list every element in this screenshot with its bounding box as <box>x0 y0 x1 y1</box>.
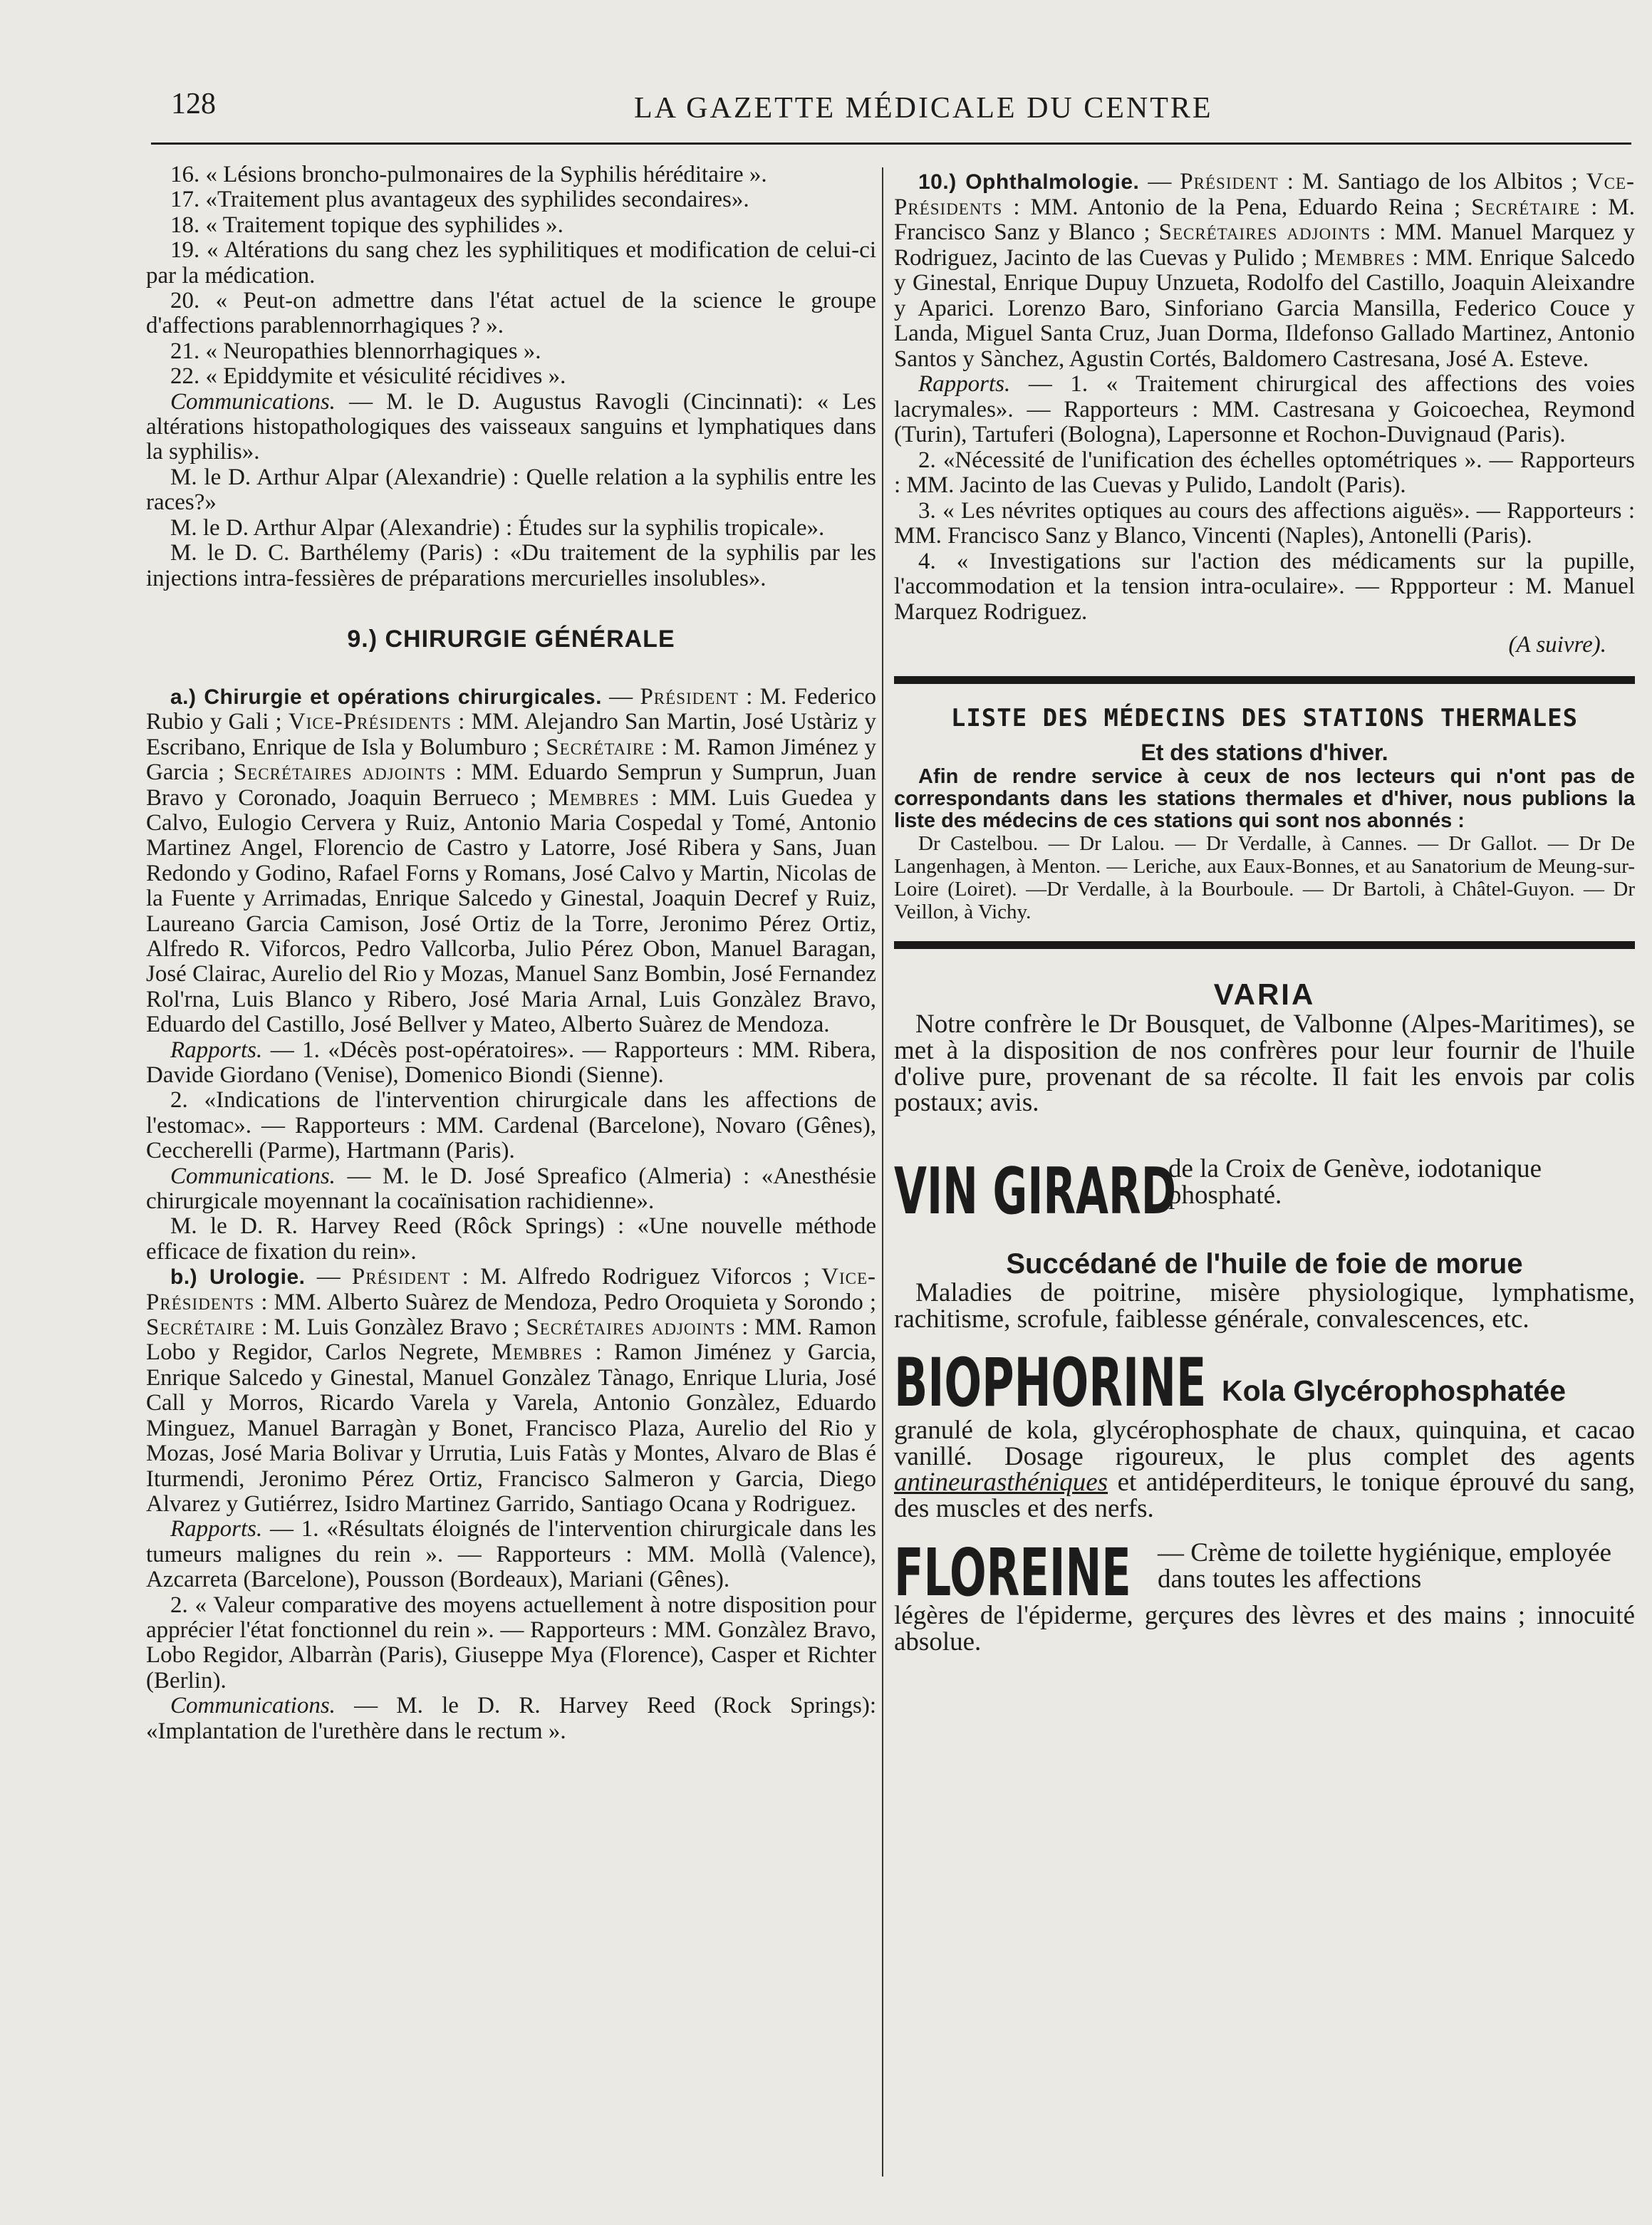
communication-paragraph <box>146 1694 876 1744</box>
communication-paragraph <box>146 390 876 465</box>
rapports-paragraph: 2. « Valeur comparative des moyens actuellement à notre disposition pour apprécier l'état fonctionnel du rein ». — Rapporteurs : MM. Gonzàlez Bravo, Lobo Regidor, Albarràn (Paris), Giuseppe Mya (Florence), Casper et Richter (Berlin). <box>146 1592 876 1694</box>
rapports-paragraph <box>894 372 1635 448</box>
vice-presidents-label: Vice-Présidents <box>146 1264 876 1315</box>
text-fragment: : MM. Luis Guedea y Calvo, Eulogio Cervera y Ruiz, Antonio Maria Cospedal y Tomé, Antonio Martinez Angel, Florencio de Castro y Latorre, José Ribera y Sans, Juan Redondo y Godino, Rafael Forns y Romans, José Calvo y Martin, Nicolas de la Fuente y Arrimadas, Enrique Salcedo y Ginestal, Joaquin Decref y Ruiz, Laureano Garcia Camison, José Ortiz de la Torre, Jeronimo Pérez Ortiz, Alfredo R. Viforcos, Pedro Vallcorba, Julio Pérez Obon, Manuel Baragan, José Clairac, Aurelio del Rio y Mozas, Manuel Sanz Bombin, José Fernandez Rol'rna, Luis Blanco y Ribero, José Maria Arnal, Luis Gonzàlez Bravo, Eduardo del Castillo, José Bellver y Mateo, Alberto Suàrez de Mendoza. <box>146 784 876 1038</box>
text-fragment: : MM. Alejandro San Martin, José Ustàriz y Escribano, Enrique de Isla y Bolumburo ; <box>146 709 876 760</box>
text-fragment: : MM. Enrique Salcedo y Ginestal, Enrique Dupuy Unzueta, Rodolfo del Castillo, Joaquin Aleixandre y Aparici. Lorenzo Baro, Sinforiano Garcia Mansilla, Federico Couce y Landa, Miguel Santa Cruz, Juan Dorma, Ildefonso Gallado Martinez, Antonio Santos y Sànchez, Agustin Cortés, Baldomero Castresana, José A. Esteve. <box>894 244 1636 372</box>
list-item: 19. « Altérations du sang chez les syphilitiques et modification de celui-ci par la médication. <box>146 237 876 289</box>
text-fragment: et antidéperditeurs, le tonique éprouvé du sang, des muscles et des nerfs. <box>894 1468 1635 1523</box>
text-fragment: : M. Ramon Jiménez y Garcia ; <box>146 734 876 786</box>
subsection-title: 10.) Ophthalmologie. <box>918 170 1140 194</box>
page-title: LA GAZETTE MÉDICALE DU CENTRE <box>634 92 1213 125</box>
biophorine-text <box>894 1418 1635 1522</box>
left-column <box>146 162 876 1744</box>
rapports-paragraph: 3. « Les névrites optiques au cours des affections aiguës». — Rapporteurs : MM. Francisco Sanz y Blanco, Vincenti (Naples), Antonelli (Paris). <box>894 497 1635 549</box>
text-fragment: : MM. Manuel Marquez y Rodriguez, Jacinto de las Cuevas y Pulido ; <box>894 219 1635 271</box>
rapports-label: Rapports. <box>170 1037 263 1063</box>
subsection-a-paragraph <box>146 685 876 1038</box>
members-label: Membres <box>548 784 640 811</box>
communications-label: Communications. <box>170 1163 336 1189</box>
assistant-secretaries-label: Secrétaires adjoints <box>233 759 447 786</box>
vin-girard-text: Maladies de poitrine, misère physiologique, lymphatisme, rachitisme, scrofule, faiblesse générale, convalescences, etc. <box>894 1278 1635 1334</box>
text-fragment: — M. le D. José Spreafico (Almeria) : «Anesthésie chirurgicale moyennant la cocaïnisation rachidienne». <box>146 1163 876 1215</box>
president-label: Président <box>351 1264 451 1290</box>
text-fragment: — <box>1139 169 1180 195</box>
text-fragment: — M. le D. R. Harvey Reed (Rock Springs): «Implantation de l'urethère dans le rectum ». <box>146 1693 876 1744</box>
text-fragment: — 1. « Traitement chirurgical des affections des voies lacrymales». — Rapporteurs : MM. Castresana y Goicoechea, Reymond (Turin), Tartuferi (Bologna), Lapersonne et Rochon-Duvignaud (Paris). <box>894 371 1635 447</box>
page-number: 128 <box>171 88 216 120</box>
text-fragment: : Ramon Jiménez y Garcia, Enrique Salcedo y Ginestal, Manuel Gonzàlez Tànago, Enrique Lluria, José Call y Morros, Ricardo Varela y Varela, Antonio Gonzàlez, Eduardo Minguez, Manuel Barragàn y Bonet, Francisco Plaza, Aurelio del Rio y Mozas, José Maria Bolivar y Urrutia, Luis Fatàs y Montes, Alvaro de Blas é Iturmendi, Jeronimo Pérez Ortiz, Francisco Salmeron y Garcia, Diego Alvarez y Gutiérrez, Isidro Martinez Garrido, Santiago Ocana y Rodriguez. <box>146 1339 876 1517</box>
vice-presidents-label: Vice-Présidents <box>288 709 452 735</box>
to-be-continued: (A suivre). <box>1508 632 1606 658</box>
communication-paragraph <box>146 1164 876 1215</box>
rapports-paragraph: 2. «Nécessité de l'unification des échelles optométriques ». — Rapporteurs : MM. Jacinto de las Cuevas y Pulido, Landolt (Paris). <box>894 447 1635 498</box>
secretary-label: Secrétaire <box>546 734 655 760</box>
floreine-brand: FLOREINE <box>894 1535 1131 1612</box>
text-fragment: : MM. Ramon Lobo y Regidor, Carlos Negrete, <box>146 1314 876 1366</box>
vin-girard-tagline: Succédané de l'huile de foie de morue <box>1006 1248 1523 1280</box>
members-label: Membres <box>491 1339 583 1366</box>
liste-title: LISTE DES MÉDECINS DES STATIONS THERMALES <box>950 704 1579 732</box>
list-item: 16. « Lésions broncho-pulmonaires de la Syphilis héréditaire ». <box>170 162 767 187</box>
section-rule <box>894 676 1635 684</box>
emphasis-text: antineurasthéniques <box>894 1468 1108 1498</box>
secretary-label: Secrétaire <box>1471 194 1581 220</box>
vin-girard-ad <box>894 1154 1635 1230</box>
varia-title: VARIA <box>1213 977 1316 1011</box>
communication-text: — M. le D. Augustus Ravogli (Cincinnati): « Les altérations histopathologiques des vaisseaux sanguins et lymphatiques dans la syphilis». <box>146 388 876 465</box>
list-item: 20. « Peut-on admettre dans l'état actuel de la science le groupe d'affections parablennorrhagiques ? ». <box>146 288 876 339</box>
rapports-paragraph <box>146 1038 876 1089</box>
vin-girard-brand: VIN GIRARD <box>894 1154 1177 1230</box>
header-rule <box>151 142 1631 145</box>
communications-label: Communications. <box>170 1693 336 1719</box>
text-fragment: : MM. Alberto Suàrez de Mendoza, Pedro Oroquieta y Sorondo ; <box>254 1289 876 1315</box>
biophorine-ad <box>894 1344 1635 1423</box>
vin-girard-description: de la Croix de Genève, iodotanique phosphaté. <box>1168 1154 1542 1210</box>
liste-subtitle: Et des stations d'hiver. <box>1141 740 1388 765</box>
rapports-paragraph: 4. « Investigations sur l'action des médicaments sur la pupille, l'accommodation et la tension intra-oculaire». — Rppporteur : M. Manuel Marquez Rodriguez. <box>894 548 1635 625</box>
text-fragment: : M. Alfredo Rodriguez Viforcos ; <box>450 1264 822 1290</box>
subsection-title: b.) Urologie. <box>170 1265 306 1290</box>
biophorine-brand: BIOPHORINE <box>894 1344 1207 1423</box>
assistant-secretaries-label: Secrétaires adjoints <box>1158 219 1371 245</box>
text-fragment: granulé de kola, glycérophosphate de chaux, quinquina, et cacao vanillé. Dosage rigoureux, le plus complet des agents <box>894 1416 1635 1471</box>
section-rule <box>894 941 1635 949</box>
communication-paragraph: M. le D. Arthur Alpar (Alexandrie) : Études sur la syphilis tropicale». <box>170 514 825 541</box>
right-column <box>894 170 1635 1655</box>
text-fragment: : M. Santiago de los Albitos ; <box>1278 169 1586 195</box>
list-item: 21. « Neuropathies blennorrhagiques ». <box>170 338 541 364</box>
floreine-description: — Crème de toilette hygiénique, employée dans toutes les affections <box>1158 1538 1612 1594</box>
liste-intro: Afin de rendre service à ceux de nos lecteurs qui n'ont pas de correspondants dans les stations thermales et d'hiver, nous publions la liste des médecins de ces stations qui sont nos abonnés : <box>894 765 1635 832</box>
rapports-label: Rapports. <box>170 1516 263 1542</box>
text-fragment: — <box>305 1264 352 1290</box>
list-item: 18. « Traitement topique des syphilides ». <box>170 212 563 238</box>
column-divider <box>882 167 883 2177</box>
communications-label: Communications. <box>170 388 336 415</box>
secretary-label: Secrétaire <box>146 1314 255 1341</box>
text-fragment: — 1. «Résultats éloignés de l'intervention chirurgicale dans les tumeurs malignes du rein ». — Rapporteurs : MM. Mollà (Valence), Azcarreta (Barcelone), Pousson (Bordeaux), Mariani (Gênes). <box>146 1516 876 1593</box>
text-fragment: — 1. «Décès post-opératoires». — Rapporteurs : MM. Ribera, Davide Giordano (Venise), Domenico Biondi (Sienne). <box>146 1037 876 1088</box>
rapports-paragraph: 2. «Indications de l'intervention chirurgicale dans les affections de l'estomac». — Rapporteurs : MM. Cardenal (Barcelone), Novaro (Gênes), Ceccherelli (Parme), Hartmann (Paris). <box>146 1087 876 1164</box>
text-fragment: : MM. Antonio de la Pena, Eduardo Reina ; <box>1002 194 1472 220</box>
text-fragment: — <box>601 683 640 710</box>
communication-paragraph: M. le D. C. Barthélemy (Paris) : «Du traitement de la syphilis par les injections intra-fessières de préparations mercurielles insolubles». <box>146 540 876 591</box>
president-label: Président <box>1180 169 1279 195</box>
vice-presidents-label: Vce-Présidents <box>894 169 1635 220</box>
list-item: 22. « Epiddymite et vésiculité récidives ». <box>170 363 566 390</box>
president-label: Président <box>640 683 739 710</box>
floreine-ad <box>894 1535 1635 1612</box>
list-item: 17. «Traitement plus avantageux des syphilides secondaires». <box>170 187 749 213</box>
rapports-paragraph <box>146 1517 876 1592</box>
assistant-secretaries-label: Secrétaires adjoints <box>526 1314 736 1341</box>
subsection-title: a.) Chirurgie et opérations chirurgicales. <box>170 685 602 709</box>
text-fragment: : M. Luis Gonzàlez Bravo ; <box>255 1314 526 1341</box>
communication-paragraph: M. le D. Arthur Alpar (Alexandrie) : Quelle relation a la syphilis entre les races?» <box>146 464 876 516</box>
section-heading: 9.) CHIRURGIE GÉNÉRALE <box>347 625 675 653</box>
text-fragment: : M. Federico Rubio y Gali ; <box>146 683 876 735</box>
liste-doctors: Dr Castelbou. — Dr Lalou. — Dr Verdalle, à Cannes. — Dr Gallot. — Dr De Langenhagen, à Menton. — Leriche, aux Eaux-Bonnes, et au Sanatorium de Meung-sur-Loire (Loiret). —Dr Verdalle, à la Bourboule. — Dr Bartoli, à Châtel-Guyon. — Dr Veillon, à Vichy. <box>894 832 1635 923</box>
floreine-text: légères de l'épiderme, gerçures des lèvres et des mains ; innocuité absolue. <box>894 1601 1635 1656</box>
subsection-b-paragraph <box>146 1265 876 1517</box>
members-label: Membres <box>1314 244 1406 271</box>
biophorine-tag: Kola Glycérophosphatée <box>1222 1374 1567 1408</box>
rapports-label: Rapports. <box>918 371 1011 397</box>
communication-paragraph: M. le D. R. Harvey Reed (Rôck Springs) : «Une nouvelle méthode efficace de fixation du rein». <box>146 1213 876 1265</box>
text-fragment: : M. Francisco Sanz y Blanco ; <box>894 194 1635 245</box>
varia-text: Notre confrère le Dr Bousquet, de Valbonne (Alpes-Maritimes), se met à la disposition de nos confrères pour leur fournir de l'huile d'olive pure, provenant de sa récolte. Il fait les envois par colis postaux; avis. <box>894 1010 1635 1118</box>
text-fragment: : MM. Eduardo Semprun y Sumprun, Juan Bravo y Coronado, Joaquin Berrueco ; <box>146 759 876 811</box>
ophthalmology-paragraph <box>894 170 1635 372</box>
